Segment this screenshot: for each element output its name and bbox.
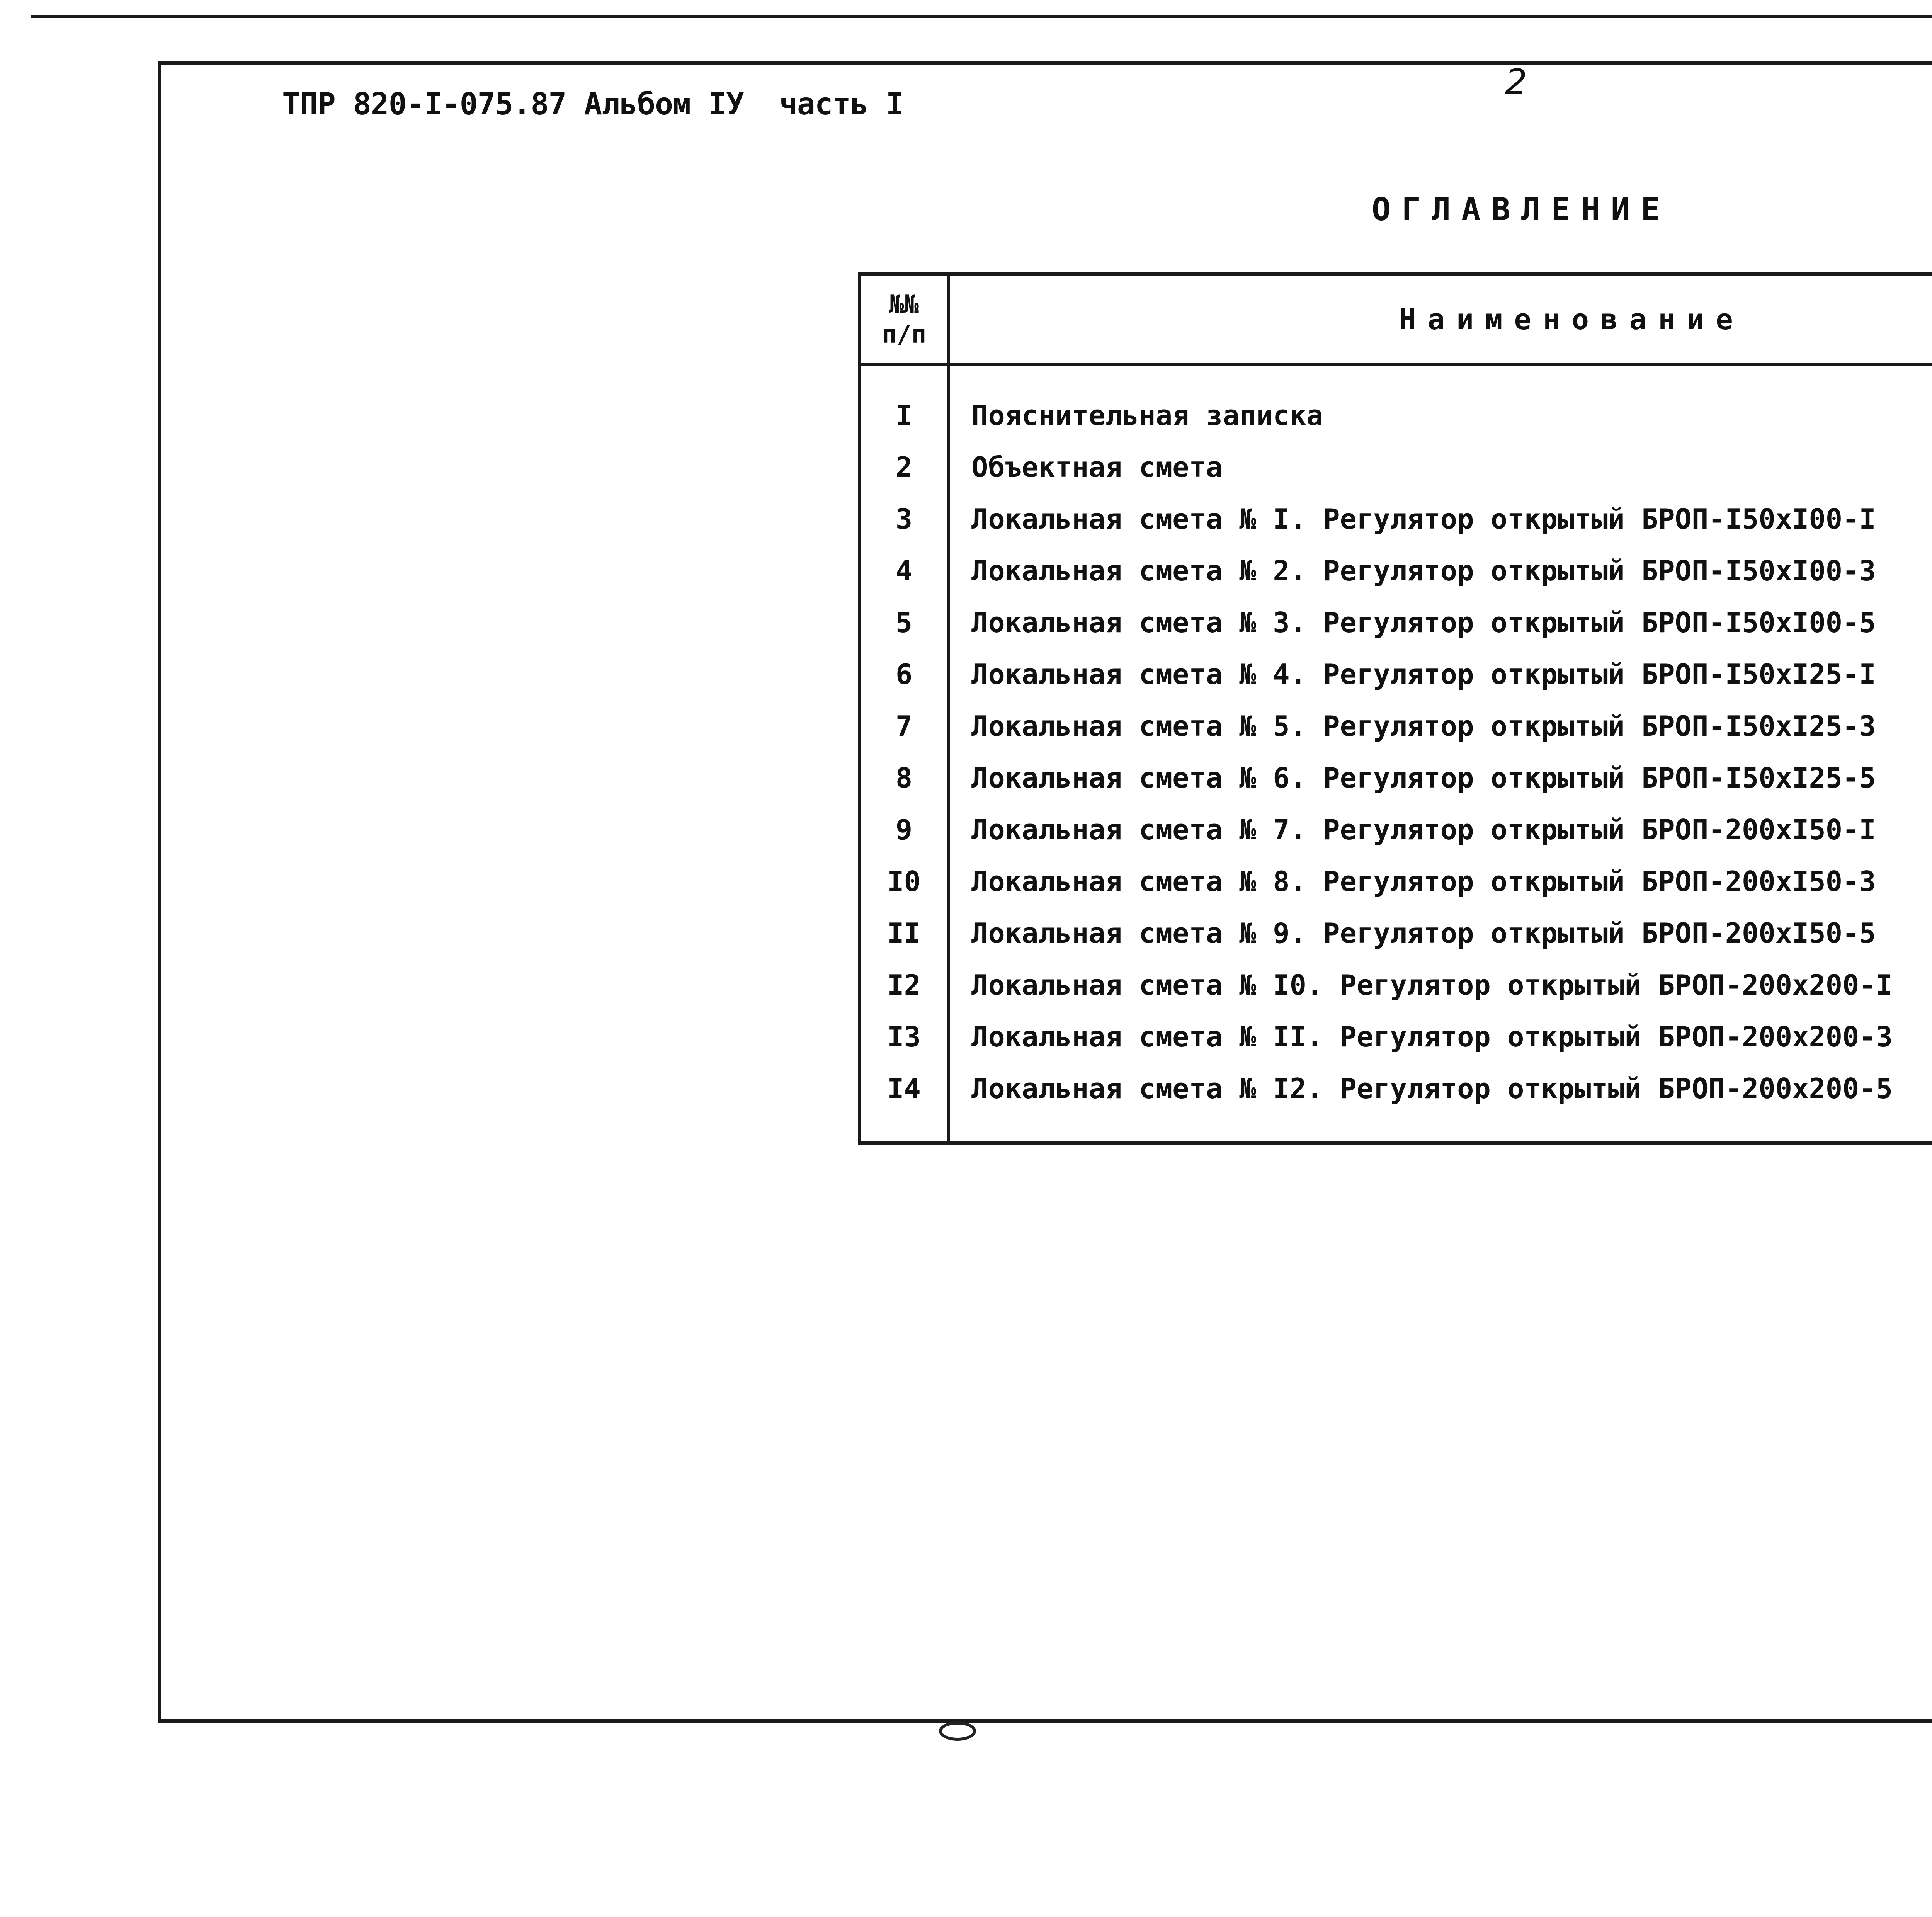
row-number-cell: 2 (860, 441, 949, 493)
table-header-row (860, 274, 1932, 365)
table-row (860, 365, 1932, 442)
table-row (860, 441, 1932, 493)
row-name-cell: Локальная смета № 8. Регулятор открытый БРОП-200хI50-3 (949, 856, 1932, 907)
table-row (860, 804, 1932, 856)
column-header-num-line2: п/п (881, 320, 927, 349)
table-row (860, 493, 1932, 545)
row-name-cell: Локальная смета № 3. Регулятор открытый БРОП-I50хI00-5 (949, 597, 1932, 648)
row-number-cell: I0 (860, 856, 949, 907)
document-header: ТПР 820-I-075.87 Альбом IУ часть I (282, 87, 904, 122)
scan-mark-ellipse (939, 1721, 976, 1741)
row-name-cell: Локальная смета № I. Регулятор открытый БРОП-I50хI00-I (949, 493, 1932, 545)
table-row (860, 545, 1932, 597)
column-header-num (860, 274, 949, 365)
row-name-cell: Локальная смета № 6. Регулятор открытый БРОП-I50хI25-5 (949, 752, 1932, 804)
column-header-name: Наименование (949, 274, 1932, 365)
row-name-cell: Локальная смета № I0. Регулятор открытый БРОП-200х200-I (949, 959, 1932, 1011)
contents-table (858, 272, 1932, 1145)
table-row (860, 907, 1932, 959)
page-number: 2 (1505, 62, 1527, 102)
table-row (860, 752, 1932, 804)
table-row (860, 856, 1932, 907)
row-number-cell: I (860, 365, 949, 442)
row-number-cell: 9 (860, 804, 949, 856)
row-number-cell: 4 (860, 545, 949, 597)
row-name-cell: Локальная смета № II. Регулятор открытый БРОП-200х200-3 (949, 1011, 1932, 1063)
row-name-cell: Локальная смета № 4. Регулятор открытый БРОП-I50хI25-I (949, 648, 1932, 700)
column-header-num-line1: №№ (889, 290, 919, 319)
table-row (860, 700, 1932, 752)
top-edge-line (31, 15, 1932, 18)
row-number-cell: 5 (860, 597, 949, 648)
row-number-cell: 8 (860, 752, 949, 804)
row-number-cell: 6 (860, 648, 949, 700)
row-name-cell: Локальная смета № 7. Регулятор открытый БРОП-200хI50-I (949, 804, 1932, 856)
row-number-cell: II (860, 907, 949, 959)
row-number-cell: I3 (860, 1011, 949, 1063)
table-row (860, 959, 1932, 1011)
table-row (860, 1011, 1932, 1063)
row-name-cell: Объектная смета (949, 441, 1932, 493)
table-body (860, 365, 1932, 1143)
row-number-cell: 3 (860, 493, 949, 545)
row-name-cell: Локальная смета № 2. Регулятор открытый БРОП-I50хI00-3 (949, 545, 1932, 597)
row-number-cell: I2 (860, 959, 949, 1011)
row-name-cell: Локальная смета № I2. Регулятор открытый БРОП-200х200-5 (949, 1063, 1932, 1143)
row-name-cell: Пояснительная записка (949, 365, 1932, 442)
row-name-cell: Локальная смета № 5. Регулятор открытый БРОП-I50хI25-3 (949, 700, 1932, 752)
table-row (860, 648, 1932, 700)
row-number-cell: I4 (860, 1063, 949, 1143)
page-title: ОГЛАВЛЕНИЕ (1372, 191, 1671, 228)
table-row (860, 1063, 1932, 1143)
row-name-cell: Локальная смета № 9. Регулятор открытый БРОП-200хI50-5 (949, 907, 1932, 959)
row-number-cell: 7 (860, 700, 949, 752)
table-row (860, 597, 1932, 648)
